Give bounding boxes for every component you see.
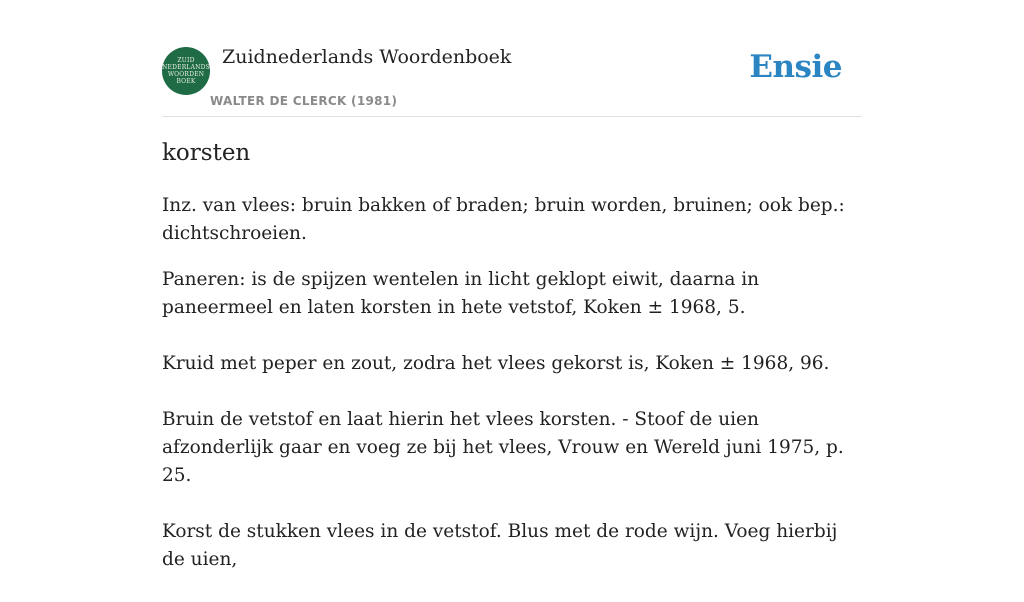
entry-definition: Inz. van vlees: bruin bakken of braden; bruin worden, bruinen; ook bep.: dichtschroeien. [162,195,845,244]
entry-content [162,192,862,602]
dictionary-header [162,44,862,117]
brand-logo[interactable]: Ensie [749,49,842,85]
logo-line: ZUID [177,57,195,64]
book-author: WALTER DE CLERCK (1981) [210,94,398,108]
logo-line: NEDERLANDS [162,64,210,71]
book-title[interactable]: Zuidnederlands Woordenboek [222,46,512,68]
dictionary-logo[interactable] [162,47,210,95]
logo-line: BOEK [176,78,196,85]
entry-example: Paneren: is de spijzen wentelen in licht geklopt eiwit, daarna in paneermeel en laten korsten in hete vetstof, Koken ± 1968, 5. [162,269,760,318]
entry-example: Kruid met peper en zout, zodra het vlees gekorst is, Koken ± 1968, 96. [162,353,830,374]
entry-term: korsten [162,140,251,166]
entry-example: Korst de stukken vlees in de vetstof. Blus met de rode wijn. Voeg hierbij de uien, [162,521,838,570]
logo-line: WOORDEN [167,71,205,78]
entry-example: Bruin de vetstof en laat hierin het vlees korsten. - Stoof de uien afzonderlijk gaar en voeg ze bij het vlees, Vrouw en Wereld juni 1975, p. 25. [162,409,844,486]
